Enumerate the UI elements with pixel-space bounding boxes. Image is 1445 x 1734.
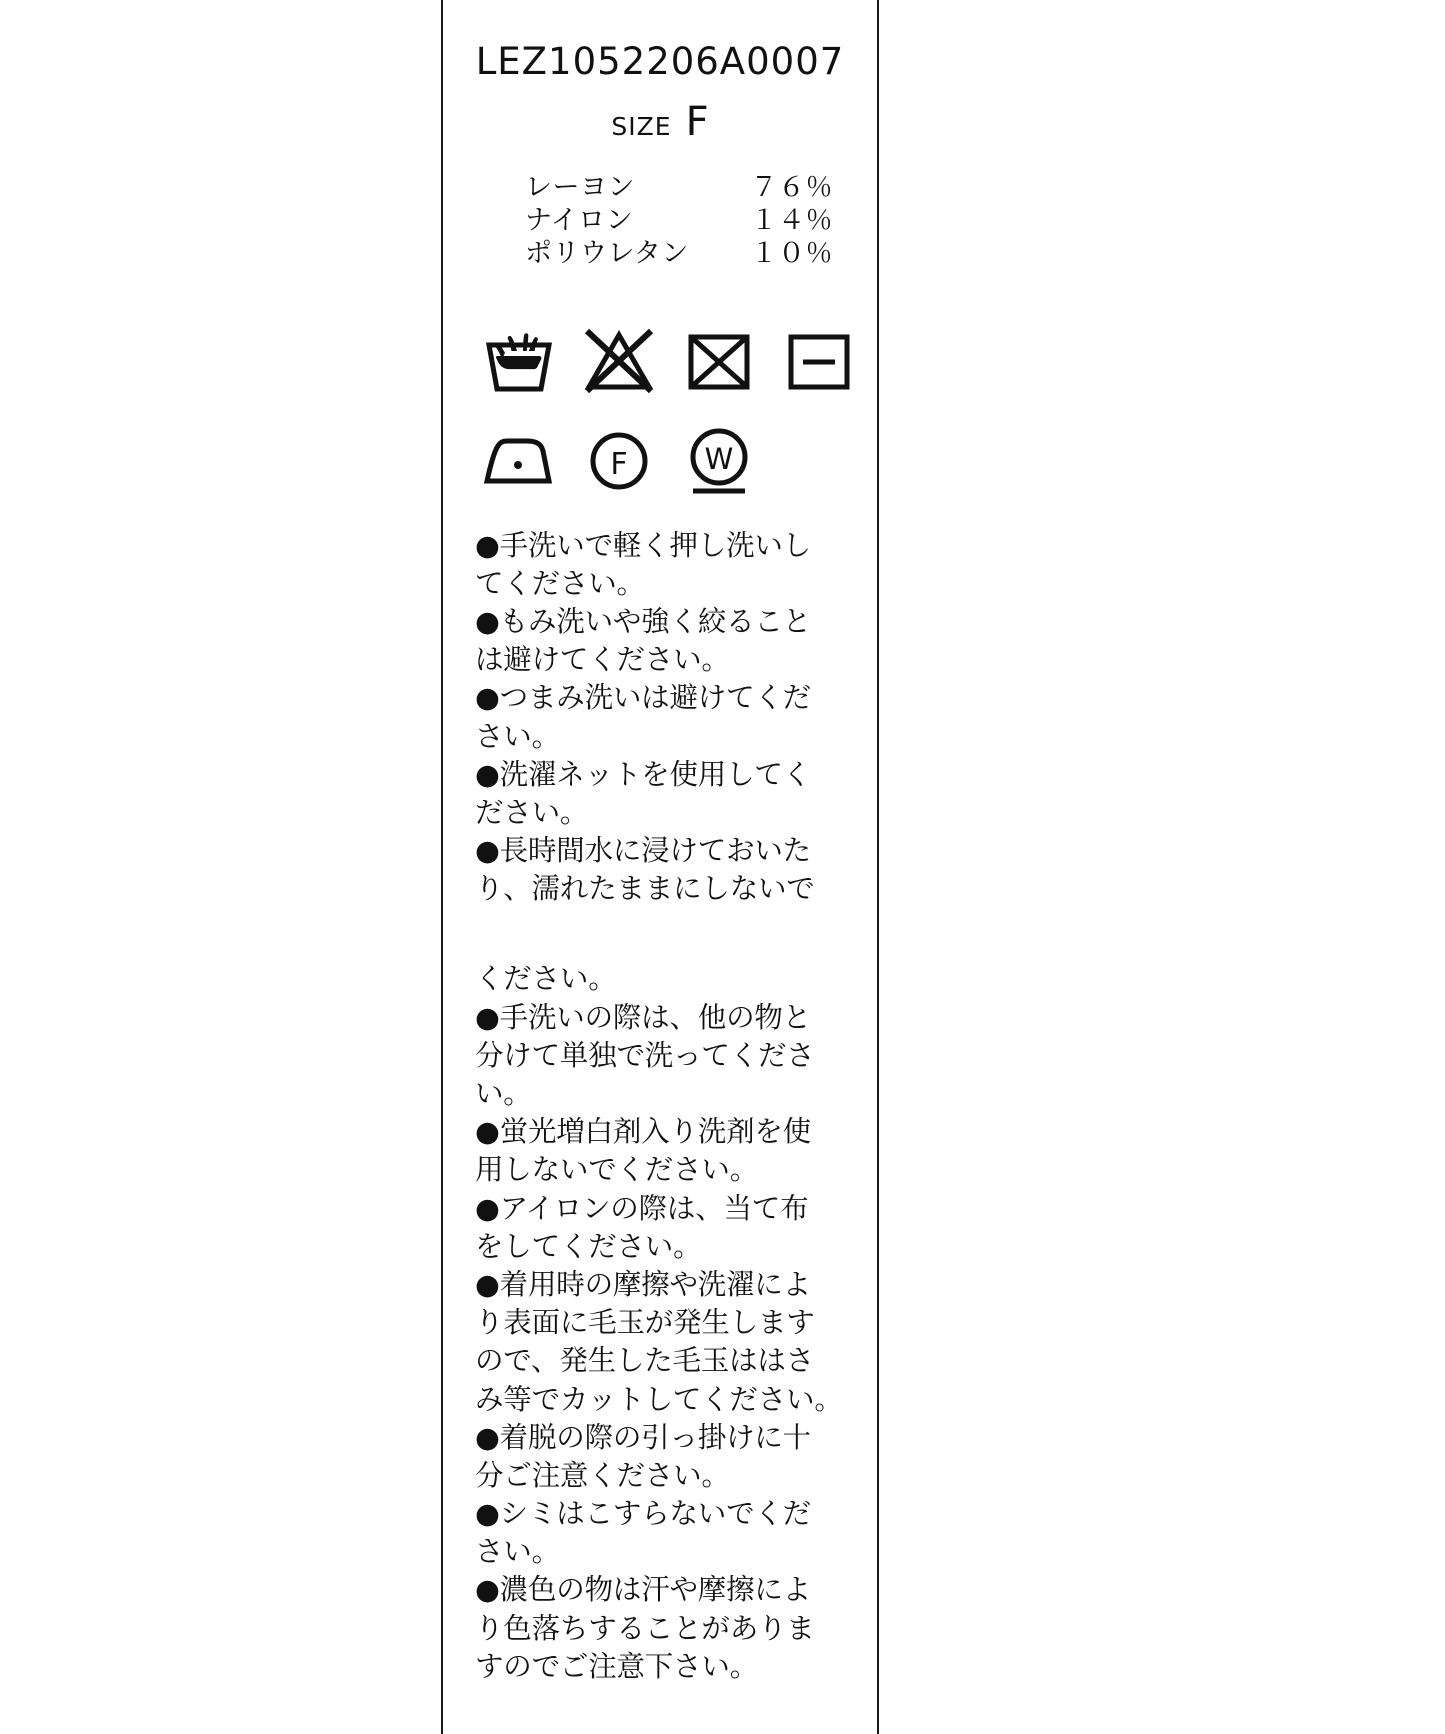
composition-percent: ７６％	[750, 172, 833, 203]
care-note-line: ●蛍光増白剤入り洗剤を使	[475, 1115, 811, 1149]
care-note-line: ださい。	[475, 795, 589, 829]
care-note-line: み等でカットしてください。	[475, 1382, 843, 1416]
dryclean-petroleum-symbol	[581, 421, 657, 497]
care-symbols-row-2	[481, 421, 877, 497]
composition-row	[525, 237, 833, 270]
care-note-line: ください。	[475, 962, 617, 996]
label-right-border	[877, 0, 879, 1734]
care-note-line: ●洗濯ネットを使用してく	[475, 757, 811, 791]
care-note-line: り色落ちすることがありま	[475, 1611, 815, 1645]
care-label	[443, 0, 877, 1734]
wetclean-mild-symbol	[681, 421, 757, 497]
care-note-line: てください。	[475, 566, 645, 600]
iron-low-heat-symbol	[481, 421, 557, 497]
no-bleach-symbol	[581, 323, 657, 399]
care-note-line: ●着脱の際の引っ掛けに十	[475, 1420, 811, 1454]
care-note-line: ●長時間水に浸けておいた	[475, 834, 811, 868]
svg-text:F: F	[610, 446, 628, 482]
care-note-line: 分ご注意ください。	[475, 1458, 730, 1492]
hand-wash-symbol	[481, 323, 557, 399]
care-note-line: ●着用時の摩擦や洗濯によ	[475, 1267, 811, 1301]
size-row	[443, 99, 877, 145]
care-note-line: 分けて単独で洗ってくださ	[475, 1038, 815, 1072]
care-note-line: り、濡れたままにしないで	[475, 872, 815, 906]
composition-material: ポリウレタン	[525, 238, 689, 270]
size-label: SIZE	[611, 112, 672, 141]
composition-list	[443, 171, 877, 271]
no-tumble-dry-symbol	[681, 323, 757, 399]
composition-percent: １０％	[750, 238, 833, 270]
care-note-line: い。	[475, 1077, 532, 1111]
care-note-line: ●手洗いの際は、他の物と	[475, 1000, 811, 1034]
care-note-line: り表面に毛玉が発生します	[475, 1306, 815, 1340]
care-note-line: ●つまみ洗いは避けてくだ	[475, 681, 811, 715]
care-note-line: ●手洗いで軽く押し洗いし	[475, 528, 811, 562]
care-symbols	[443, 323, 877, 497]
composition-material: レーヨン	[525, 172, 635, 203]
notes-gap	[475, 908, 847, 960]
care-note-line: は避けてください。	[475, 643, 730, 677]
composition-row	[525, 171, 833, 204]
care-note-line: ので、発生した毛玉ははさ	[475, 1344, 815, 1378]
care-note-line: ●アイロンの際は、当て布	[475, 1191, 809, 1225]
care-note-line: さい。	[475, 719, 560, 753]
composition-percent: １４％	[750, 205, 833, 237]
size-value: F	[685, 99, 709, 145]
care-note-line: ●濃色の物は汗や摩擦によ	[475, 1573, 811, 1607]
care-note-line: 用しないでください。	[475, 1153, 759, 1187]
svg-text:W: W	[704, 441, 734, 476]
care-symbols-row-1	[481, 323, 877, 399]
care-note-line: さい。	[475, 1535, 560, 1569]
composition-row	[525, 204, 833, 237]
care-note-line: ●シミはこすらないでくだ	[475, 1497, 811, 1531]
care-note-line: ●もみ洗いや強く絞ること	[475, 604, 811, 638]
care-notes	[443, 527, 877, 1686]
flat-dry-symbol	[781, 323, 857, 399]
care-note-line: すのでご注意下さい。	[475, 1649, 759, 1683]
composition-material: ナイロン	[525, 205, 634, 237]
care-note-line: をしてください。	[475, 1229, 702, 1263]
product-code: LEZ1052206A0007	[475, 40, 845, 83]
